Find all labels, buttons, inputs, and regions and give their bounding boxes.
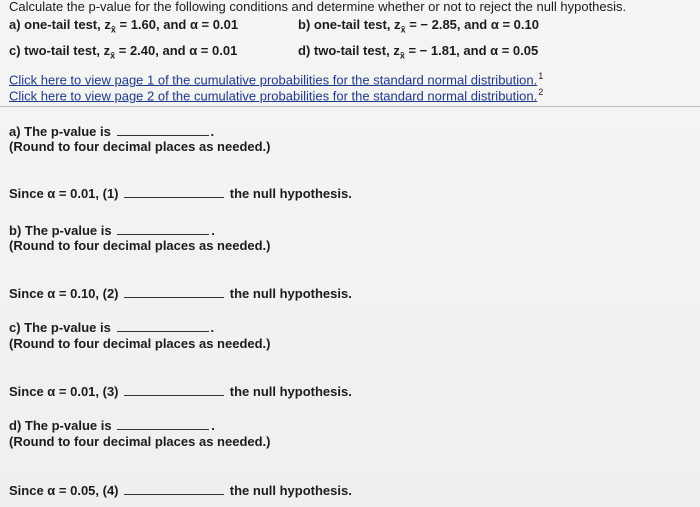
part-b-decision-select[interactable] <box>124 283 224 298</box>
part-d-pvalue-label: d) The p-value is <box>9 418 112 433</box>
question-intro: Calculate the p-value for the following conditions and determine whether or not to reject the null hypothesis. <box>9 0 627 14</box>
page2-link-row <box>9 84 543 104</box>
part-c-decision <box>9 381 352 400</box>
part-d-pvalue-input[interactable] <box>117 415 209 430</box>
condition-d-label: d) two-tail test, z <box>298 43 400 58</box>
part-a-pvalue-label: a) The p-value is <box>9 124 111 139</box>
part-c-decision-select[interactable] <box>124 381 224 396</box>
condition-c <box>9 43 237 64</box>
part-a-pvalue <box>9 121 214 140</box>
part-c-round-note: (Round to four decimal places as needed.) <box>9 336 271 351</box>
part-b-pvalue <box>9 220 215 239</box>
condition-c-label: c) two-tail test, z <box>9 43 111 58</box>
part-c-after: the null hypothesis. <box>229 384 352 399</box>
condition-b-rest: = − 2.85, and α = 0.10 <box>405 17 539 32</box>
part-b-round-note: (Round to four decimal places as needed.) <box>9 238 271 253</box>
part-c-since: Since α = 0.01, (3) <box>9 384 119 399</box>
part-c-period: . <box>210 320 215 335</box>
part-d-since: Since α = 0.05, (4) <box>9 483 119 498</box>
condition-d-rest: = − 1.81, and α = 0.05 <box>404 43 539 58</box>
part-a-after: the null hypothesis. <box>229 186 352 201</box>
condition-b-sub: x̄ <box>400 24 406 35</box>
part-b-pvalue-label: b) The p-value is <box>9 223 112 238</box>
part-c-pvalue-input[interactable] <box>117 317 209 332</box>
part-c-pvalue <box>9 317 214 336</box>
condition-a-sub: x̄ <box>110 24 116 35</box>
part-b-since: Since α = 0.10, (2) <box>9 286 119 301</box>
divider <box>0 106 700 107</box>
part-a-decision-select[interactable] <box>124 183 224 198</box>
part-a-decision <box>9 183 352 202</box>
page1-link[interactable]: Click here to view page 1 of the cumulative probabilities for the standard normal distribution. <box>9 72 538 88</box>
part-a-period: . <box>210 124 215 139</box>
condition-a-rest: = 1.60, and α = 0.01 <box>115 17 239 32</box>
condition-b <box>298 17 539 38</box>
page2-link[interactable]: Click here to view page 2 of the cumulative probabilities for the standard normal distribution. <box>9 88 538 104</box>
part-d-after: the null hypothesis. <box>229 483 352 498</box>
part-d-pvalue <box>9 415 215 434</box>
part-b-after: the null hypothesis. <box>229 286 352 301</box>
page1-footnote: 1 <box>538 71 544 81</box>
page2-footnote: 2 <box>538 87 544 97</box>
condition-c-rest: = 2.40, and α = 0.01 <box>115 43 238 58</box>
part-c-pvalue-label: c) The p-value is <box>9 320 111 335</box>
part-d-decision <box>9 480 352 499</box>
part-b-period: . <box>211 223 215 238</box>
condition-d-sub: x̄ <box>399 50 405 61</box>
part-a-pvalue-input[interactable] <box>117 121 209 136</box>
condition-c-sub: x̄ <box>110 50 116 61</box>
part-a-round-note: (Round to four decimal places as needed.) <box>9 139 271 154</box>
condition-d <box>298 43 538 64</box>
part-b-pvalue-input[interactable] <box>117 220 209 235</box>
part-b-decision <box>9 283 352 302</box>
part-d-period: . <box>211 418 215 433</box>
part-d-round-note: (Round to four decimal places as needed.) <box>9 434 271 449</box>
part-d-decision-select[interactable] <box>124 480 224 495</box>
condition-b-label: b) one-tail test, z <box>298 17 401 32</box>
condition-a-label: a) one-tail test, z <box>9 17 111 32</box>
condition-a <box>9 17 238 38</box>
part-a-since: Since α = 0.01, (1) <box>9 186 119 201</box>
